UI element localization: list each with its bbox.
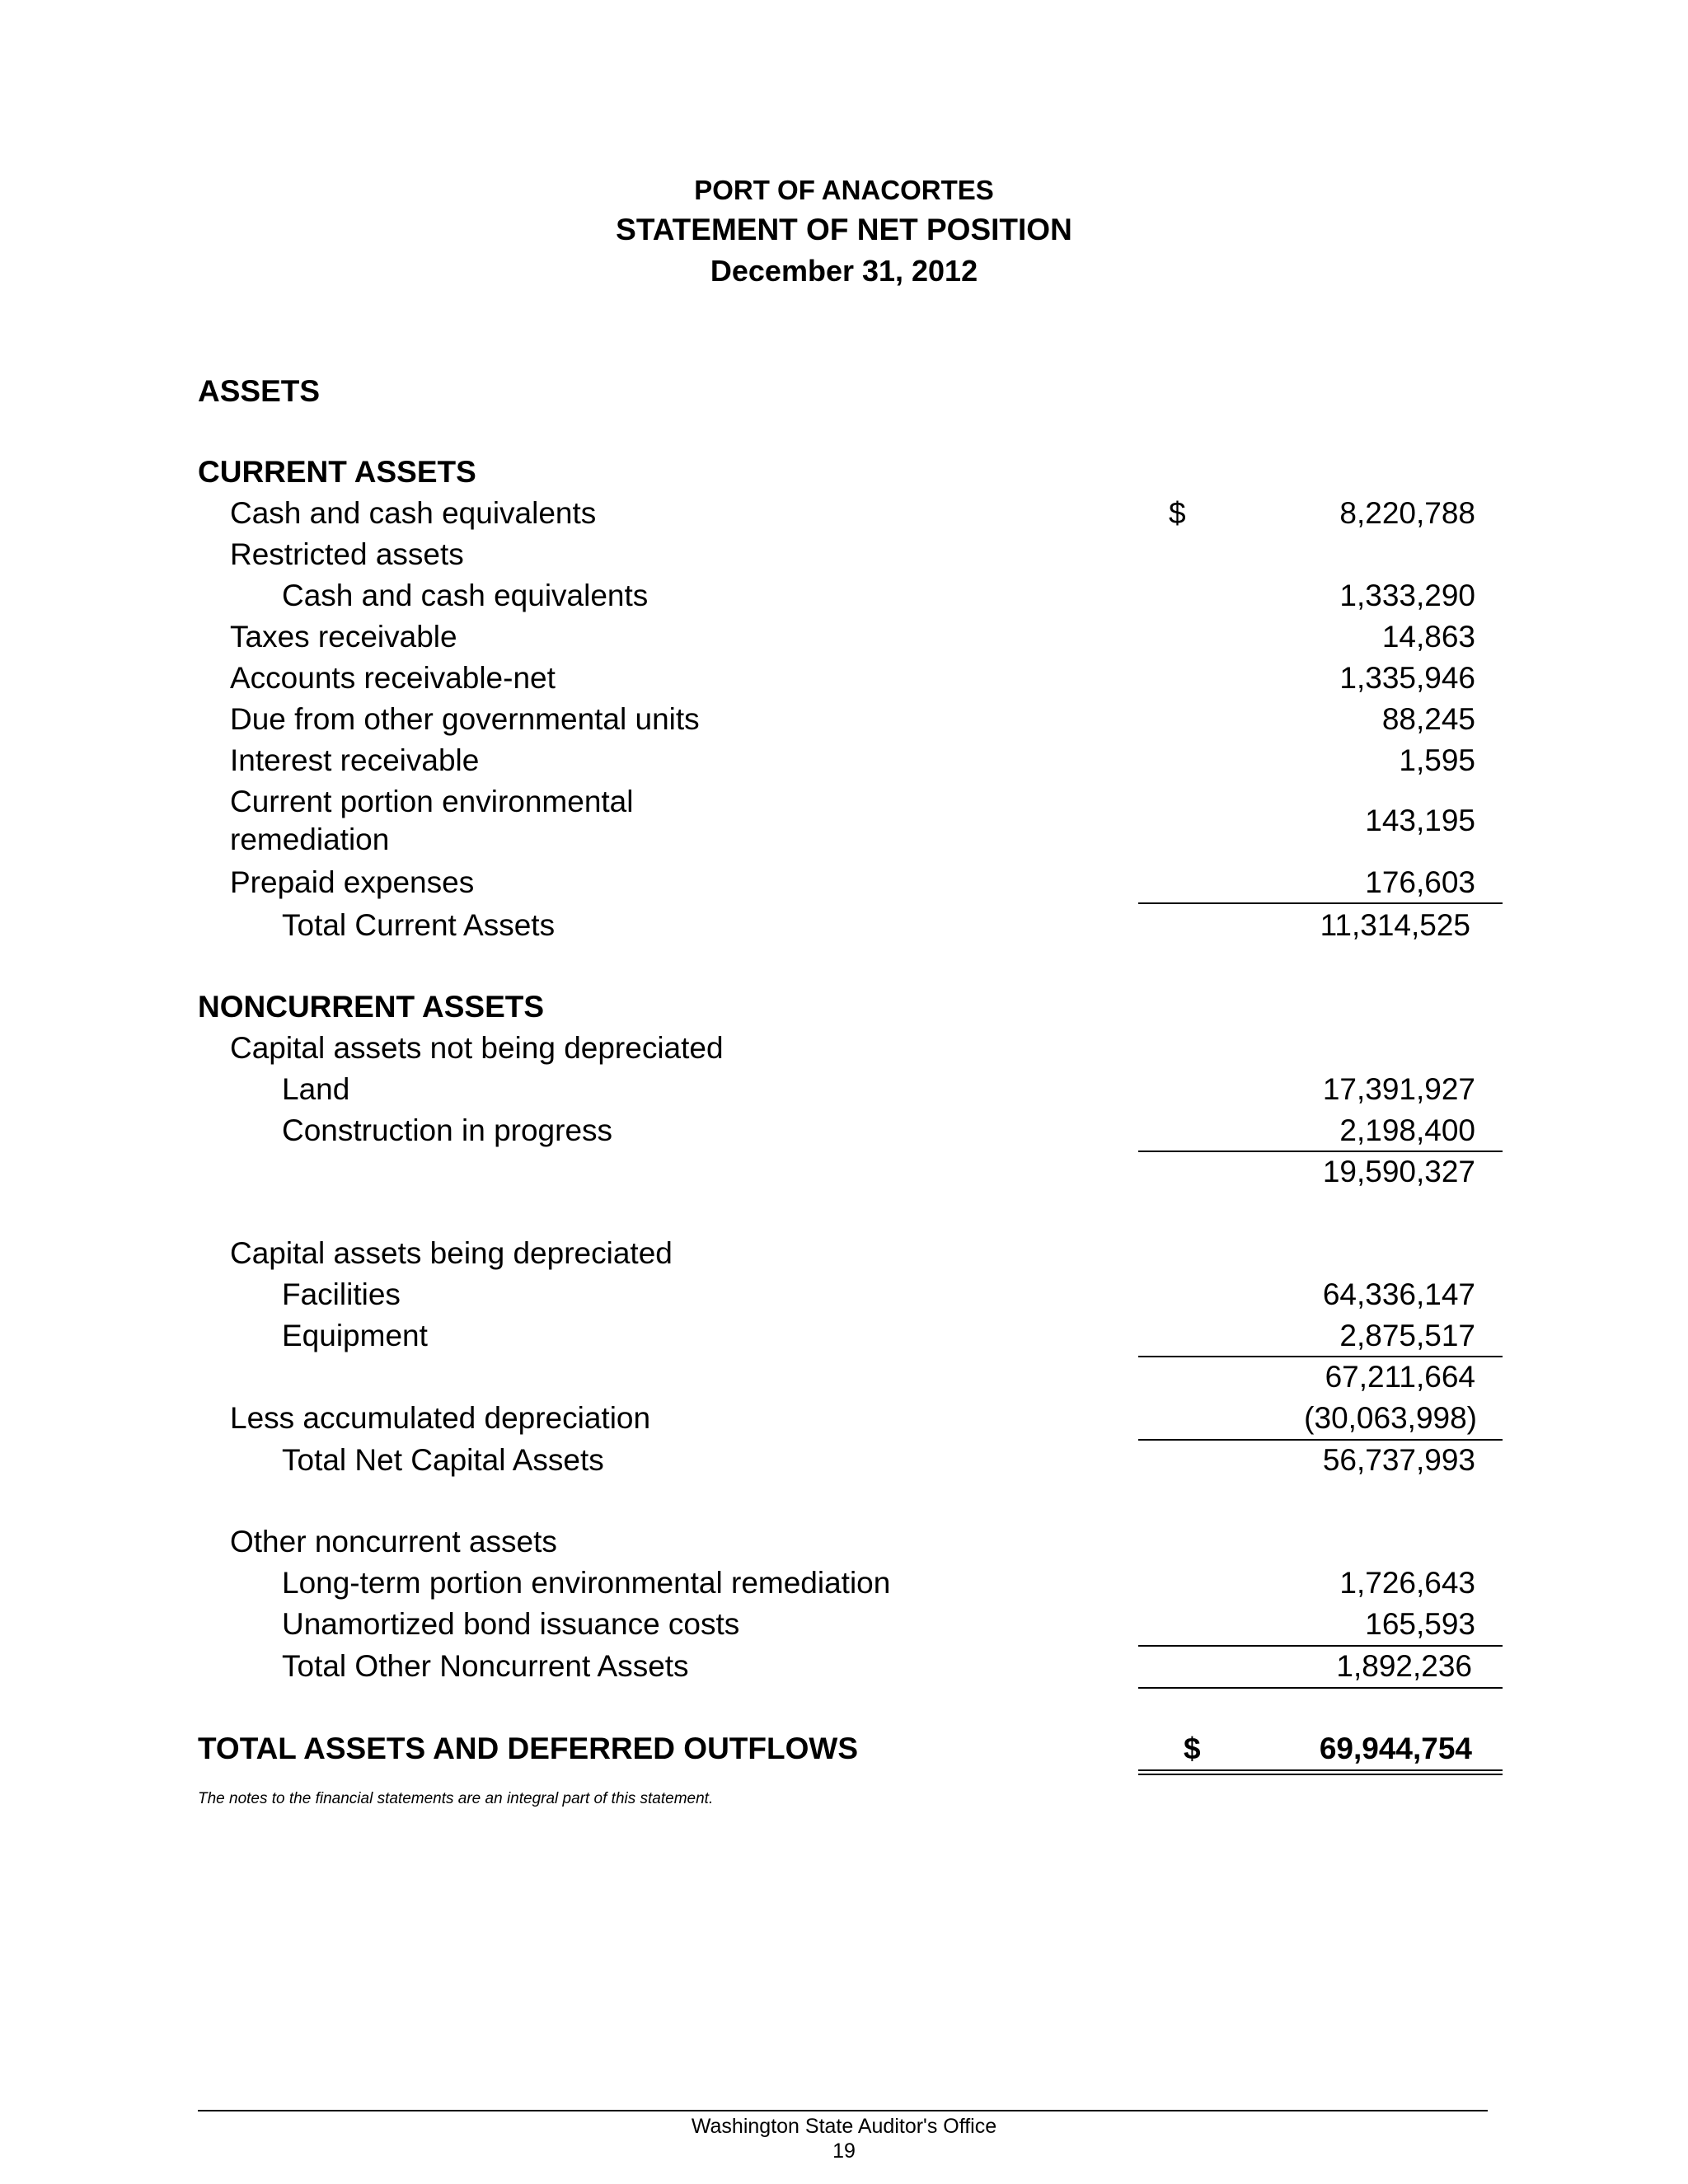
cash-label: Cash and cash equivalents [230,496,597,530]
restricted-cash-label: Cash and cash equivalents [282,579,649,612]
current-assets-rule [1138,902,1503,904]
depreciated-rule [1138,1356,1503,1357]
equipment-value: 2,875,517 [1339,1319,1475,1352]
env-remediation-value: 143,195 [1365,804,1475,837]
equipment-label: Equipment [282,1319,428,1352]
grand-total-currency: $ [1184,1732,1201,1765]
accum-depreciation-label: Less accumulated depreciation [230,1401,651,1435]
grand-total-value: 69,944,754 [1319,1732,1472,1765]
footer-office: Washington State Auditor's Office [691,2115,997,2138]
net-capital-assets-value: 56,737,993 [1322,1443,1475,1477]
accounts-receivable-label: Accounts receivable-net [230,661,556,695]
footer-rule [198,2110,1488,2111]
not-depreciated-subtotal: 19,590,327 [1322,1155,1475,1188]
land-label: Land [282,1072,350,1106]
current-assets-heading: CURRENT ASSETS [198,455,476,489]
page-number: 19 [832,2139,856,2163]
construction-label: Construction in progress [282,1113,613,1147]
total-other-noncurrent-label: Total Other Noncurrent Assets [282,1649,689,1683]
cash-value: 8,220,788 [1339,496,1475,530]
due-from-gov-value: 88,245 [1381,702,1475,736]
total-other-noncurrent-value: 1,892,236 [1336,1649,1472,1683]
accum-depreciation-value: (30,063,998) [1304,1401,1477,1435]
accum-depreciation-rule [1138,1439,1503,1441]
facilities-label: Facilities [282,1277,401,1311]
cash-currency: $ [1169,496,1186,530]
facilities-value: 64,336,147 [1322,1277,1475,1311]
due-from-gov-label: Due from other governmental units [230,702,700,736]
other-noncurrent-rule-bottom [1138,1687,1503,1689]
restricted-cash-value: 1,333,290 [1339,579,1475,612]
other-noncurrent-label: Other noncurrent assets [230,1525,557,1558]
prepaid-expenses-value: 176,603 [1365,865,1475,899]
env-remediation-label-line1: Current portion environmental [230,785,634,818]
noncurrent-assets-heading: NONCURRENT ASSETS [198,990,545,1024]
depreciated-label: Capital assets being depreciated [230,1236,673,1270]
entity-name: PORT OF ANACORTES [694,175,994,205]
grand-total-label: TOTAL ASSETS AND DEFERRED OUTFLOWS [198,1732,858,1765]
prepaid-expenses-label: Prepaid expenses [230,865,475,899]
assets-heading: ASSETS [198,374,321,408]
lt-env-remediation-value: 1,726,643 [1339,1566,1475,1600]
total-current-assets-label: Total Current Assets [282,908,556,942]
restricted-assets-label: Restricted assets [230,537,464,571]
not-depreciated-label: Capital assets not being depreciated [230,1031,724,1065]
env-remediation-label-line2: remediation [230,823,390,856]
taxes-receivable-label: Taxes receivable [230,620,457,654]
grand-total-double-rule [1138,1769,1503,1775]
lt-env-remediation-label: Long-term portion environmental remediation [282,1566,891,1600]
statement-title: STATEMENT OF NET POSITION [616,213,1072,246]
land-value: 17,391,927 [1322,1072,1475,1106]
interest-receivable-value: 1,595 [1399,743,1475,777]
total-current-assets-value: 11,314,525 [1320,908,1470,942]
taxes-receivable-value: 14,863 [1381,620,1475,654]
bond-costs-value: 165,593 [1365,1607,1475,1641]
other-noncurrent-rule-top [1138,1645,1503,1647]
net-capital-assets-label: Total Net Capital Assets [282,1443,604,1477]
bond-costs-label: Unamortized bond issuance costs [282,1607,740,1641]
accounts-receivable-value: 1,335,946 [1339,661,1475,695]
depreciated-subtotal: 67,211,664 [1325,1360,1475,1394]
statement-date: December 31, 2012 [710,254,978,288]
notes-disclaimer: The notes to the financial statements are an integral part of this statement. [198,1790,714,1807]
interest-receivable-label: Interest receivable [230,743,480,777]
not-depreciated-rule [1138,1151,1503,1152]
construction-value: 2,198,400 [1339,1113,1475,1147]
